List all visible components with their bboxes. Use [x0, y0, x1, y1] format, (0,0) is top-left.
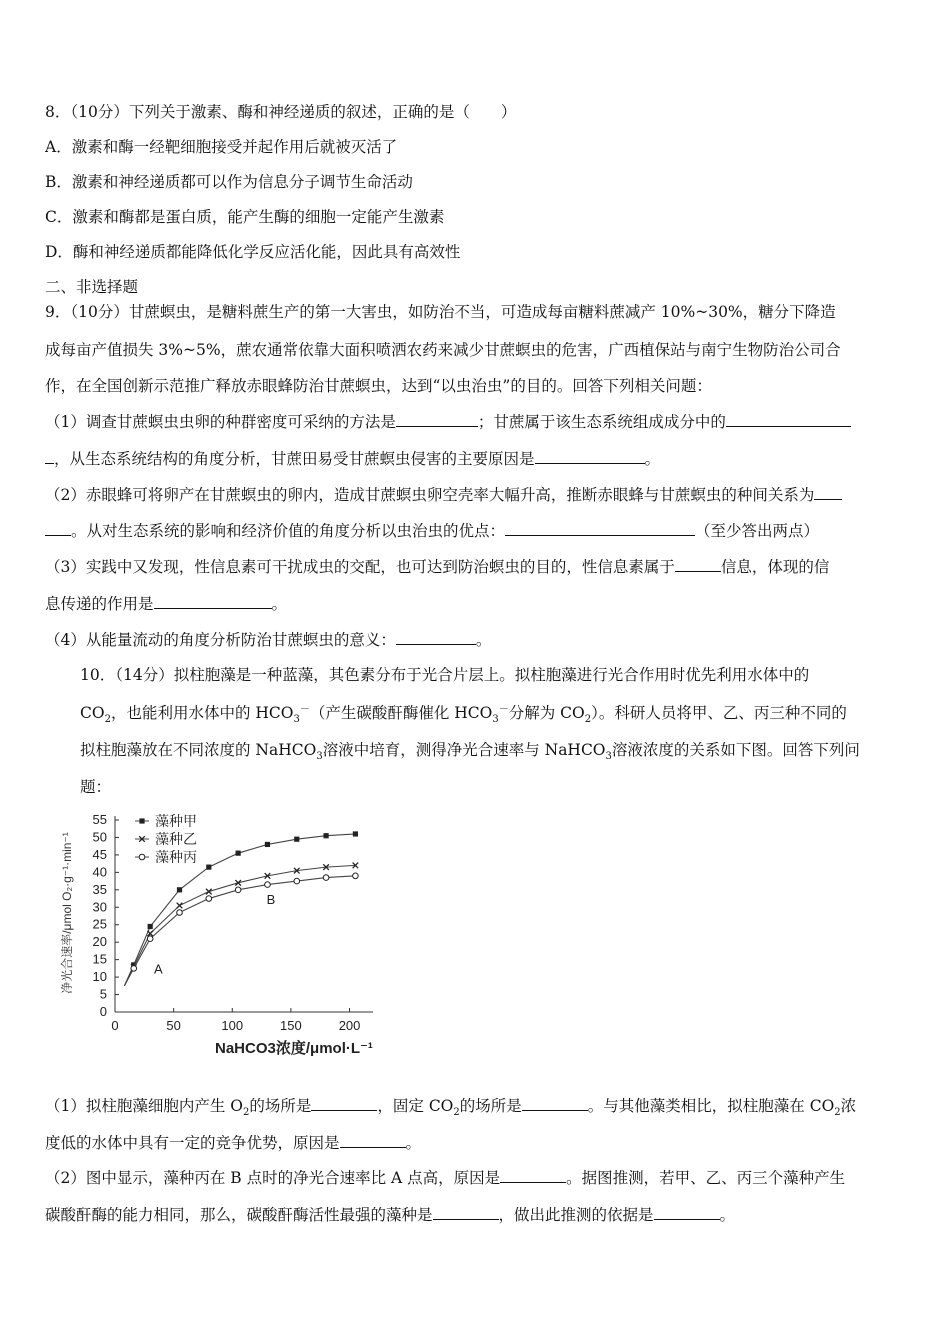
q9-part1-line1: （1）调查甘蔗螟虫虫卵的种群密度可采纳的方法是 ；甘蔗属于该生态系统组成成分中的 — [45, 412, 905, 432]
y-tick-label: 15 — [92, 951, 107, 967]
data-point — [323, 833, 328, 838]
data-point — [294, 878, 300, 884]
point-label-a: A — [154, 961, 163, 977]
q8-option-d: D．酶和神经递质都能降低化学反应活化能，因此具有高效性 — [45, 243, 461, 261]
q9-line-3: 作，在全国创新示范推广释放赤眼蜂防治甘蔗螟虫，达到“以虫治虫”的目的。回答下列相关问题： — [45, 377, 712, 395]
q8-option-b: B．激素和神经递质都可以作为信息分子调节生命活动 — [45, 173, 413, 191]
data-point — [177, 903, 183, 909]
data-point — [236, 851, 241, 856]
q10-part2-line1: （2）图中显示，藻种丙在 B 点时的净光合速率比 A 点高，原因是 。据图推测，若甲、乙、丙三个藻种产生 — [45, 1169, 846, 1187]
answer-blank[interactable] — [340, 1133, 406, 1148]
answer-blank[interactable] — [675, 557, 721, 572]
q8-option-c: C．激素和酶都是蛋白质，能产生酶的细胞一定能产生激素 — [45, 208, 445, 226]
y-tick-label: 40 — [92, 864, 107, 880]
answer-blank[interactable] — [154, 594, 272, 609]
answer-blank[interactable] — [311, 1096, 377, 1111]
q9-part1-line2: ，从生态系统结构的角度分析，甘蔗田易受甘蔗螟虫侵害的主要原因是 。 — [45, 449, 905, 469]
q9-part3-line2: 息传递的作用是 。 — [45, 595, 288, 613]
q9-line-1: 9．（10分）甘蔗螟虫，是糖料蔗生产的第一大害虫，如防治不当，可造成每亩糖料蔗减产 10%~30%，糖分下降造 — [45, 303, 836, 321]
section-heading: 二、非选择题 — [45, 278, 139, 296]
y-tick-label: 35 — [92, 881, 107, 897]
data-point — [177, 887, 182, 892]
y-tick-label: 50 — [92, 829, 107, 845]
legend-label: 藻种甲 — [155, 813, 197, 829]
point-label-b: B — [266, 891, 276, 907]
x-tick-label: 150 — [280, 1018, 302, 1033]
data-point — [294, 837, 299, 842]
chart-legend — [135, 813, 197, 865]
x-tick-label: 0 — [111, 1018, 119, 1033]
answer-blank[interactable] — [396, 630, 476, 645]
data-point — [139, 818, 144, 823]
data-point — [353, 831, 358, 836]
y-tick-label: 20 — [92, 934, 107, 950]
q9-part4: （4）从能量流动的角度分析防治甘蔗螟虫的意义： 。 — [45, 631, 492, 649]
data-point — [206, 865, 211, 870]
y-tick-label: 30 — [92, 899, 107, 915]
x-tick-label: 100 — [221, 1018, 244, 1033]
q10-part1-line2: 度低的水体中具有一定的竞争优势，原因是 。 — [45, 1134, 422, 1152]
x-tick-label: 50 — [166, 1018, 181, 1033]
data-point — [206, 889, 212, 895]
answer-blank[interactable] — [726, 412, 851, 427]
answer-blank[interactable] — [522, 1096, 588, 1111]
answer-blank[interactable] — [45, 521, 71, 536]
answer-blank[interactable] — [500, 1168, 566, 1183]
data-point — [265, 882, 271, 888]
chart-x-axis-label: NaHCO3浓度/μmol·L⁻¹ — [215, 1040, 373, 1057]
q10-line-3: 拟柱胞藻放在不同浓度的 NaHCO$_3$溶液中培育，测得净光合速率与 NaHCO$_3$溶液浓度的关系如下图。回答下列问 — [80, 741, 860, 760]
q10-line-4: 题： — [80, 778, 112, 796]
q9-part2-line2: 。从对生态系统的影响和经济价值的角度分析以虫治虫的优点： （至少答出两点） — [45, 521, 905, 541]
legend-label: 藻种乙 — [155, 831, 197, 847]
answer-blank[interactable] — [535, 449, 645, 464]
q10-line-1: 10．（14分）拟柱胞藻是一种蓝藻，其色素分布于光合片层上。拟柱胞藻进行光合作用时优先利用水体中的 — [80, 666, 810, 684]
q9-part3-line1: （3）实践中又发现，性信息素可干扰成虫的交配，也可达到防治螟虫的目的，性信息素属于 信息，体现的信 — [45, 558, 830, 576]
data-point — [323, 875, 329, 881]
data-point — [206, 896, 212, 902]
q10-part2-line2: 碳酸酐酶的能力相同，那么，碳酸酐酶活性最强的藻种是 ，做出此推测的依据是 。 — [45, 1206, 736, 1224]
data-point — [265, 842, 270, 847]
data-point — [177, 910, 183, 916]
q8-option-a: A．激素和酶一经靶细胞接受并起作用后就被灭活了 — [45, 138, 398, 156]
data-point — [148, 924, 153, 929]
y-tick-label: 5 — [99, 986, 107, 1002]
x-tick-label: 200 — [338, 1018, 361, 1033]
answer-blank[interactable] — [654, 1205, 720, 1220]
data-point — [353, 873, 359, 879]
q9-line-2: 成每亩产值损失 3%~5%，蔗农通常依靠大面积喷洒农药来减少甘蔗螟虫的危害，广西植保站与南宁生物防治公司合 — [45, 341, 841, 359]
data-point — [139, 854, 145, 860]
answer-blank[interactable] — [396, 412, 478, 427]
y-tick-label: 0 — [99, 1004, 107, 1019]
answer-blank[interactable] — [433, 1205, 499, 1220]
chart-y-axis-label: 净光合速率/μmol O₂·g⁻¹·min⁻¹ — [60, 832, 74, 994]
y-tick-label: 45 — [92, 846, 107, 862]
data-point — [147, 936, 153, 942]
q10-part1-line1: （1）拟柱胞藻细胞内产生 $O_2$的场所是 ，固定 $CO_2$的场所是 。与其他藻类相比，拟柱胞藻在 $CO_2$浓 — [45, 1097, 857, 1116]
y-tick-label: 55 — [92, 812, 107, 827]
q10-line-2: $CO_2$，也能利用水体中的 $HCO_3^-$（产生碳酸酐酶催化 $HCO_3^-$分解为 $CO_2$）。科研人员将甲、乙、丙三种不同的 — [80, 703, 847, 723]
y-tick-label: 25 — [92, 916, 107, 932]
q9-part2-line1: （2）赤眼蜂可将卵产在甘蔗螟虫的卵内，造成甘蔗螟虫卵空壳率大幅升高，推断赤眼蜂与甘蔗螟虫的种间关系为 — [45, 485, 905, 505]
y-tick-label: 10 — [92, 969, 107, 985]
chart-axes — [93, 812, 373, 1033]
legend-label: 藻种丙 — [155, 849, 197, 865]
data-point — [131, 966, 137, 972]
answer-blank[interactable] — [505, 521, 695, 536]
chart-annotations — [154, 892, 275, 977]
answer-blank[interactable] — [814, 485, 842, 500]
data-point — [235, 887, 241, 893]
q8-stem: 8．（10分）下列关于激素、酶和神经递质的叙述，正确的是（ ） — [45, 103, 517, 121]
photosynthesis-rate-chart — [55, 805, 430, 1065]
answer-blank[interactable] — [45, 449, 54, 464]
